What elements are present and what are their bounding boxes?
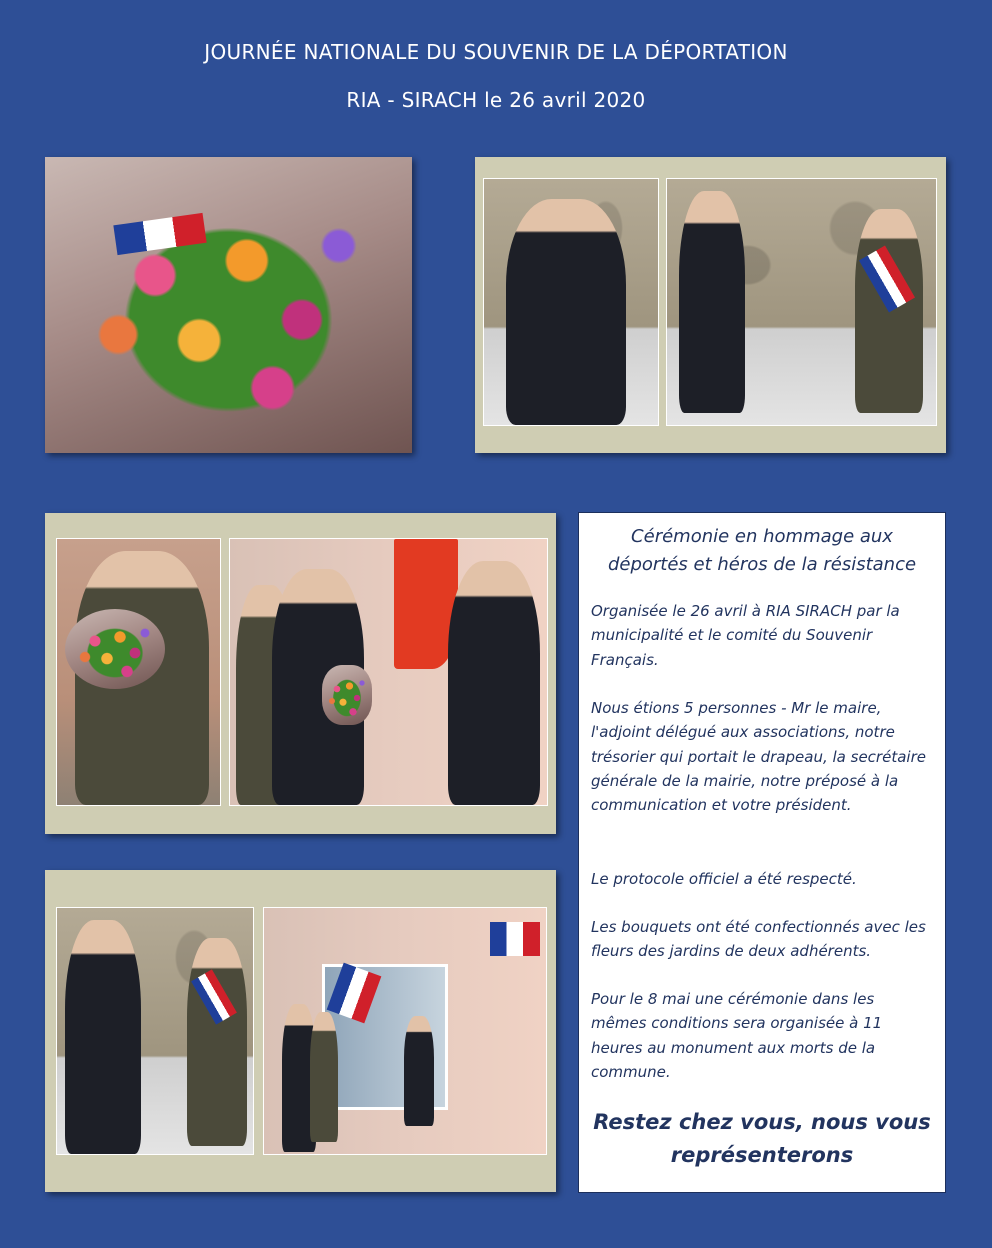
photo-frame-bottom — [45, 870, 556, 1192]
bouquet-photo — [45, 157, 412, 453]
speech-photo — [483, 178, 659, 426]
mayor-standing-figure — [187, 938, 247, 1146]
page-subtitle: RIA - SIRACH le 26 avril 2020 — [346, 88, 646, 112]
closing-line-2: représenterons — [670, 1143, 854, 1167]
article-heading — [579, 523, 945, 579]
president-reading-figure — [65, 920, 141, 1154]
page-title: JOURNÉE NATIONALE DU SOUVENIR DE LA DÉPORTATION — [204, 40, 788, 64]
article-paragraph-2: Nous étions 5 personnes - Mr le maire, l'adjoint délégué aux associations, notre trésorier qui portait le drapeau, la secrétaire générale de la mairie, notre préposé à la communication et votre président. — [591, 699, 926, 815]
photo-frame-middle — [45, 513, 556, 834]
mayor-photo — [666, 178, 937, 426]
ceremony-photo — [263, 907, 547, 1155]
photo-frame-top-right — [475, 157, 946, 453]
flag-bearer-2-figure — [404, 1016, 434, 1126]
bouquet-laying-photo — [56, 538, 221, 806]
speaker-figure — [506, 199, 626, 425]
tricolor-ribbon — [113, 213, 206, 255]
held-bouquet — [65, 609, 165, 689]
flag-bearer-photo — [229, 538, 548, 806]
article-paragraph-3: Le protocole officiel a été respecté. — [591, 870, 857, 888]
laid-bouquet — [322, 665, 372, 725]
closing-line-1: Restez chez vous, nous vous — [593, 1110, 931, 1134]
article-paragraph-5: Pour le 8 mai une cérémonie dans les mêmes conditions sera organisée à 11 heures au monument aux morts de la commune. — [591, 990, 883, 1081]
monument-photo — [56, 907, 254, 1155]
article-paragraph-4: Les bouquets ont été confectionnés avec les fleurs des jardins de deux adhérents. — [591, 918, 926, 961]
article-box — [578, 512, 946, 1193]
article-heading-line-1: Cérémonie en hommage aux — [631, 526, 893, 547]
official-2-figure — [310, 1012, 338, 1142]
wall-flags — [490, 922, 540, 956]
reader-figure — [679, 191, 745, 413]
flag-bearer-figure — [448, 561, 540, 805]
article-closing — [579, 1106, 945, 1172]
article-paragraph-1: Organisée le 26 avril à RIA SIRACH par la municipalité et le comité du Souvenir Français. — [591, 602, 900, 669]
article-heading-line-2: déportés et héros de la résistance — [607, 554, 917, 575]
